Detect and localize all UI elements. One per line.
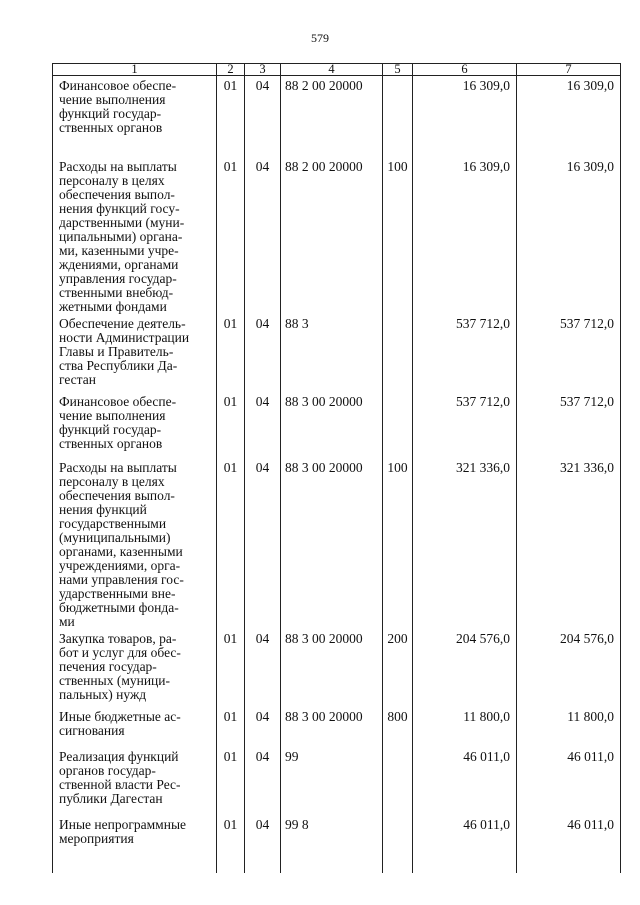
row-section: 01 <box>217 76 245 157</box>
column-header: 6 <box>413 64 517 76</box>
row-amount-1: 537 712,0 <box>413 392 517 458</box>
row-subsection: 04 <box>245 707 281 747</box>
row-amount-1: 537 712,0 <box>413 314 517 392</box>
row-name: Финансовое обеспе- чение выполнения функций государ- ственных органов <box>53 392 217 458</box>
row-target-article: 99 <box>281 747 383 815</box>
row-target-article: 88 3 <box>281 314 383 392</box>
table-row <box>53 76 621 157</box>
row-expense-type: 200 <box>383 629 413 707</box>
row-expense-type <box>383 314 413 392</box>
row-subsection: 04 <box>245 747 281 815</box>
row-expense-type: 100 <box>383 157 413 314</box>
column-header: 3 <box>245 64 281 76</box>
row-section: 01 <box>217 392 245 458</box>
row-amount-2: 16 309,0 <box>517 157 621 314</box>
row-name: Иные непрограммные мероприятия <box>53 815 217 873</box>
row-section: 01 <box>217 157 245 314</box>
row-amount-2: 537 712,0 <box>517 314 621 392</box>
column-header: 7 <box>517 64 621 76</box>
row-section: 01 <box>217 629 245 707</box>
row-amount-1: 11 800,0 <box>413 707 517 747</box>
row-amount-1: 321 336,0 <box>413 458 517 629</box>
row-amount-1: 46 011,0 <box>413 747 517 815</box>
row-section: 01 <box>217 747 245 815</box>
row-name: Иные бюджетные ас- сигнования <box>53 707 217 747</box>
row-amount-2: 11 800,0 <box>517 707 621 747</box>
table-row <box>53 392 621 458</box>
row-amount-2: 46 011,0 <box>517 815 621 873</box>
row-section: 01 <box>217 314 245 392</box>
row-amount-1: 46 011,0 <box>413 815 517 873</box>
row-subsection: 04 <box>245 629 281 707</box>
row-name: Обеспечение деятель- ности Администрации Главы и Правитель- ства Республики Да- гестан <box>53 314 217 392</box>
table-row <box>53 815 621 873</box>
row-amount-2: 537 712,0 <box>517 392 621 458</box>
row-expense-type <box>383 392 413 458</box>
row-target-article: 88 3 00 20000 <box>281 392 383 458</box>
row-expense-type <box>383 747 413 815</box>
row-name: Финансовое обеспе- чение выполнения функций государ- ственных органов <box>53 76 217 157</box>
row-amount-2: 16 309,0 <box>517 76 621 157</box>
row-target-article: 88 2 00 20000 <box>281 76 383 157</box>
row-name: Реализация функций органов государ- ственной власти Рес- публики Дагестан <box>53 747 217 815</box>
table-row <box>53 629 621 707</box>
row-subsection: 04 <box>245 76 281 157</box>
row-amount-1: 16 309,0 <box>413 76 517 157</box>
row-expense-type: 800 <box>383 707 413 747</box>
row-amount-1: 16 309,0 <box>413 157 517 314</box>
row-name: Расходы на выплаты персоналу в целях обеспечения выпол- нения функций госу- дарственными (муни- ципальными) органа- ми, казенными учре- ждениями, органами управления государ- ственными внебюд- жетными фондами <box>53 157 217 314</box>
table-row <box>53 458 621 629</box>
table-row <box>53 707 621 747</box>
row-target-article: 88 2 00 20000 <box>281 157 383 314</box>
budget-table <box>52 63 621 873</box>
column-header: 5 <box>383 64 413 76</box>
header-row <box>53 64 621 76</box>
column-header: 1 <box>53 64 217 76</box>
row-name: Расходы на выплаты персоналу в целях обеспечения выпол- нения функций государственными (муниципальными) органами, казенными учреждениями, орга- нами управления гос- ударственными вне- бюджетными фонда- ми <box>53 458 217 629</box>
column-header: 2 <box>217 64 245 76</box>
row-target-article: 88 3 00 20000 <box>281 707 383 747</box>
row-section: 01 <box>217 707 245 747</box>
row-section: 01 <box>217 458 245 629</box>
row-target-article: 88 3 00 20000 <box>281 458 383 629</box>
table-row <box>53 157 621 314</box>
row-amount-2: 46 011,0 <box>517 747 621 815</box>
row-subsection: 04 <box>245 458 281 629</box>
row-expense-type: 100 <box>383 458 413 629</box>
row-amount-2: 204 576,0 <box>517 629 621 707</box>
row-target-article: 88 3 00 20000 <box>281 629 383 707</box>
page-number: 579 <box>311 31 329 45</box>
row-subsection: 04 <box>245 392 281 458</box>
row-target-article: 99 8 <box>281 815 383 873</box>
row-name: Закупка товаров, ра- бот и услуг для обес- печения государ- ственных (муници- пальных) нужд <box>53 629 217 707</box>
table-row <box>53 314 621 392</box>
row-expense-type <box>383 76 413 157</box>
row-subsection: 04 <box>245 314 281 392</box>
table-row <box>53 747 621 815</box>
row-amount-1: 204 576,0 <box>413 629 517 707</box>
row-section: 01 <box>217 815 245 873</box>
row-expense-type <box>383 815 413 873</box>
row-subsection: 04 <box>245 157 281 314</box>
column-header: 4 <box>281 64 383 76</box>
row-amount-2: 321 336,0 <box>517 458 621 629</box>
row-subsection: 04 <box>245 815 281 873</box>
